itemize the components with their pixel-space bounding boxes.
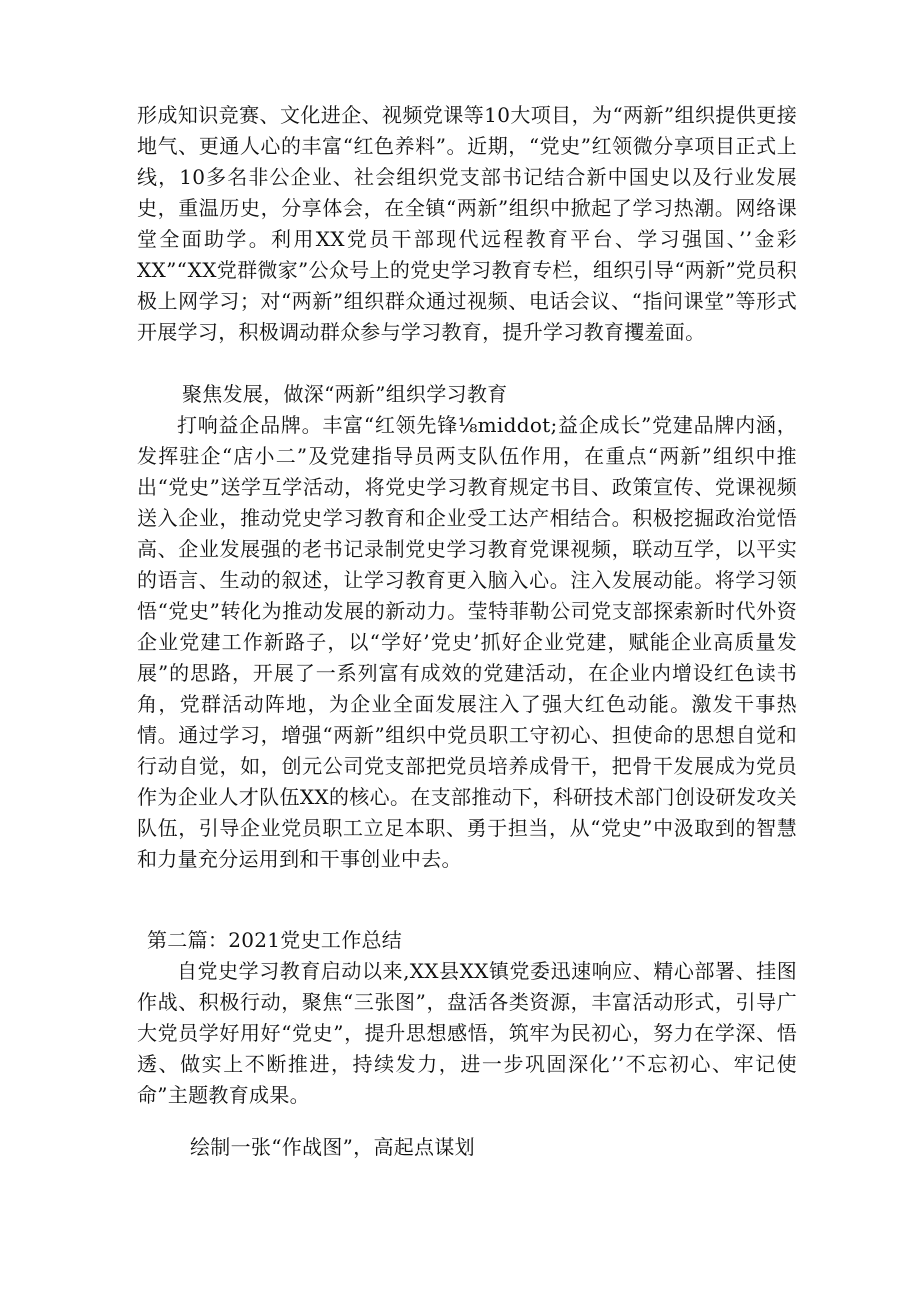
body-paragraph-2: 打响益企品牌。丰富“红领先锋⅛middot;益企成长”党建品牌内涵，发挥驻企“店小二”及党建指导员两支队伍作用，在重点“两新”组织中推出“党史”送学互学活动，将党史学习教育规定书目、政策宣传、党课视频送入企业，推动党史学习教育和企业受工达产相结合。积极挖掘政治觉悟高、企业发展强的老书记录制党史学习教育党课视频，联动互学，以平实的语言、生动的叙述，让学习教育更入脑入心。注入发展动能。将学习领悟“党史”转化为推动发展的新动力。莹特菲勒公司党支部探索新时代外资企业党建工作新路子，以“学好’党史’抓好企业党建，赋能企业高质量发展”的思路，开展了一系列富有成效的党建活动，在企业内增设红色读书角，党群活动阵地，为企业全面发展注入了强大红色动能。激发干事热情。通过学习，增强“两新”组织中党员职工守初心、担使命的思想自觉和行动自觉，如，创元公司党支部把党员培养成骨干，把骨干发展成为党员作为企业人才队伍XX的核心。在支部推动下，科研技术部门创设研发攻关队伍，引导企业党员职工立足本职、勇于担当，从“党史”中汲取到的智慧和力量充分运用到和干事创业中去。 [137, 413, 797, 871]
body-paragraph-3: 自党史学习教育启动以来,XX县XX镇党委迅速响应、精心部署、挂图作战、积极行动，聚焦“三张图”，盘活各类资源，丰富活动形式，引导广大党员学好用好“党史”，提升思想感悟，筑牢为民初心，努力在学深、悟透、做实上不断推进，持续发力，进一步巩固深化’’不忘初心、牢记使命”主题教育成果。 [137, 959, 797, 1107]
chapter-title-second-part: 第二篇：2021党史工作总结 [147, 928, 403, 952]
section-heading-focus-development: 聚焦发展，做深“两新”组织学习教育 [182, 382, 508, 406]
section-heading-battle-map: 绘制一张“作战图”，高起点谋划 [190, 1135, 475, 1159]
body-paragraph-1: 形成知识竞赛、文化进企、视频党课等10大项目，为“两新”组织提供更接地气、更通人心的丰富“红色养料”。近期，“党史”红领微分享项目正式上线，10多名非公企业、社会组织党支部书记结合新中国史以及行业发展史，重温历史，分享体会，在全镇“两新”组织中掀起了学习热潮。网络课堂全面助学。利用XX党员干部现代远程教育平台、学习强国、’’金彩XX”“XX党群微家”公众号上的党史学习教育专栏，组织引导“两新”党员积极上网学习；对“两新”组织群众通过视频、电话会议、“指问课堂”等形式开展学习，积极调动群众参与学习教育，提升学习教育攫羞面。 [137, 103, 797, 344]
